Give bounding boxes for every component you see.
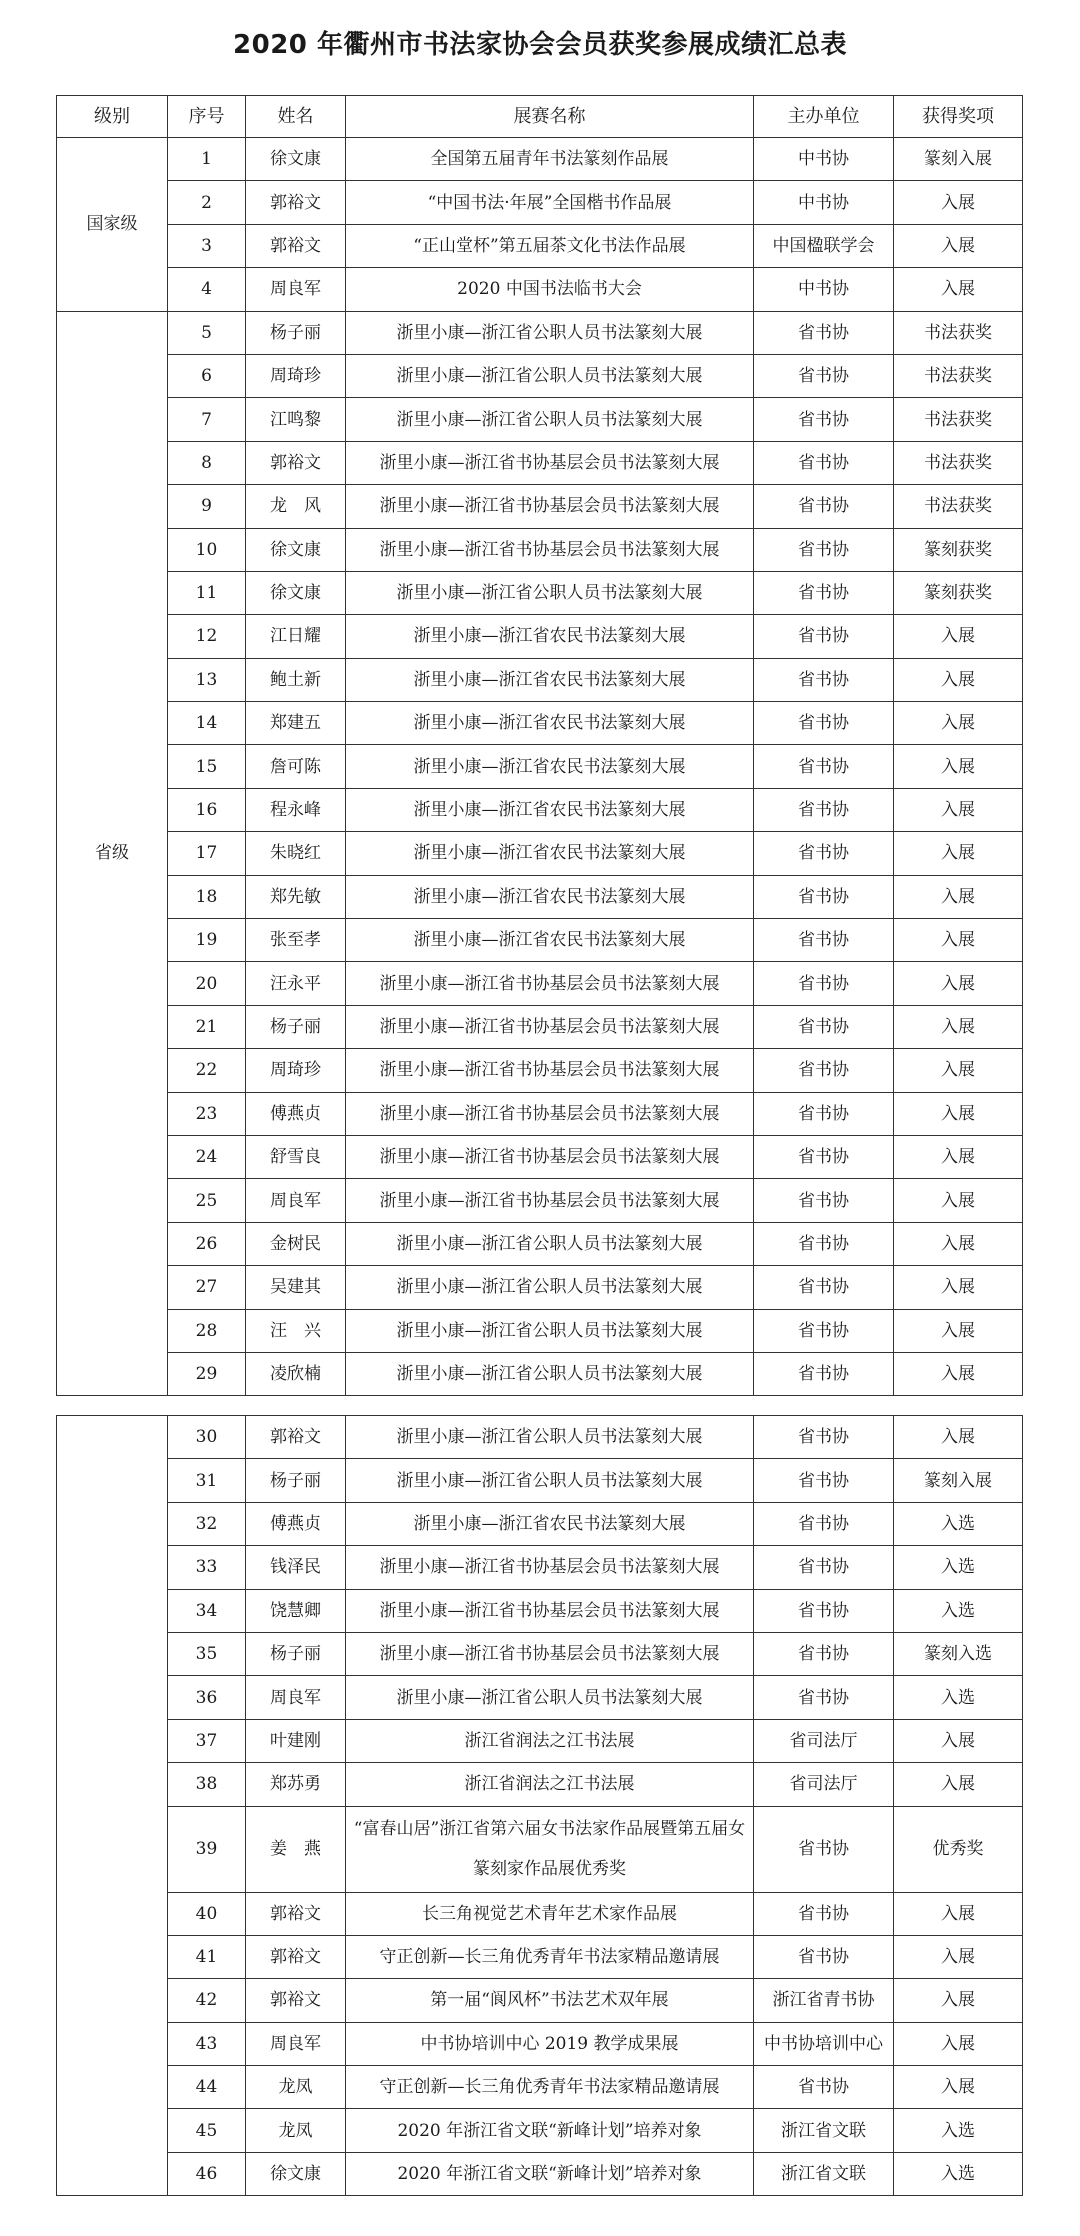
name-cell: 周良军 bbox=[246, 1179, 346, 1222]
award-cell: 篆刻入选 bbox=[894, 1632, 1023, 1675]
number-cell: 41 bbox=[168, 1935, 246, 1978]
name-cell: 吴建其 bbox=[246, 1266, 346, 1309]
name-cell: 周良军 bbox=[246, 2022, 346, 2065]
organizer-cell: 省书协 bbox=[754, 311, 894, 354]
number-cell: 8 bbox=[168, 441, 246, 484]
number-cell: 1 bbox=[168, 138, 246, 181]
event-cell: 浙里小康—浙江省书协基层会员书法篆刻大展 bbox=[346, 1005, 754, 1048]
number-cell: 25 bbox=[168, 1179, 246, 1222]
number-cell: 37 bbox=[168, 1719, 246, 1762]
event-cell: 浙里小康—浙江省公职人员书法篆刻大展 bbox=[346, 398, 754, 441]
award-cell: 入展 bbox=[894, 919, 1023, 962]
table-row bbox=[57, 658, 1023, 701]
organizer-cell: 浙江省青书协 bbox=[754, 1979, 894, 2022]
event-cell: 浙里小康—浙江省书协基层会员书法篆刻大展 bbox=[346, 962, 754, 1005]
award-cell: 书法获奖 bbox=[894, 398, 1023, 441]
organizer-cell: 省书协 bbox=[754, 1892, 894, 1935]
award-cell: 优秀奖 bbox=[894, 1806, 1023, 1892]
name-cell: 詹可陈 bbox=[246, 745, 346, 788]
table-row bbox=[57, 1979, 1023, 2022]
event-cell: 浙里小康—浙江省书协基层会员书法篆刻大展 bbox=[346, 1135, 754, 1178]
award-cell: 入展 bbox=[894, 1266, 1023, 1309]
organizer-cell: 省书协 bbox=[754, 1589, 894, 1632]
event-cell: 浙里小康—浙江省农民书法篆刻大展 bbox=[346, 615, 754, 658]
award-cell: 入展 bbox=[894, 1092, 1023, 1135]
number-cell: 43 bbox=[168, 2022, 246, 2065]
name-cell: 程永峰 bbox=[246, 788, 346, 831]
event-cell: 浙里小康—浙江省农民书法篆刻大展 bbox=[346, 875, 754, 918]
award-cell: 入展 bbox=[894, 1222, 1023, 1265]
organizer-cell: 省书协 bbox=[754, 1092, 894, 1135]
level-cell: 省级 bbox=[57, 311, 168, 1396]
number-cell: 45 bbox=[168, 2109, 246, 2152]
name-cell: 张至孝 bbox=[246, 919, 346, 962]
table-row bbox=[57, 441, 1023, 484]
name-cell: 郭裕文 bbox=[246, 1935, 346, 1978]
award-cell: 入展 bbox=[894, 2066, 1023, 2109]
award-cell: 入选 bbox=[894, 2152, 1023, 2195]
table-row bbox=[57, 1719, 1023, 1762]
organizer-cell: 省司法厅 bbox=[754, 1719, 894, 1762]
number-cell: 13 bbox=[168, 658, 246, 701]
table-row bbox=[57, 919, 1023, 962]
level-cell-empty bbox=[57, 1416, 168, 2196]
event-cell: 浙里小康—浙江省公职人员书法篆刻大展 bbox=[346, 311, 754, 354]
award-cell: 入展 bbox=[894, 224, 1023, 267]
table-row bbox=[57, 1589, 1023, 1632]
organizer-cell: 省书协 bbox=[754, 1806, 894, 1892]
event-cell: 浙里小康—浙江省公职人员书法篆刻大展 bbox=[346, 354, 754, 397]
name-cell: 周良军 bbox=[246, 1676, 346, 1719]
number-cell: 4 bbox=[168, 268, 246, 311]
award-cell: 入展 bbox=[894, 1719, 1023, 1762]
event-cell: 浙里小康—浙江省农民书法篆刻大展 bbox=[346, 658, 754, 701]
number-cell: 33 bbox=[168, 1546, 246, 1589]
organizer-cell: 省书协 bbox=[754, 354, 894, 397]
number-cell: 6 bbox=[168, 354, 246, 397]
name-cell: 徐文康 bbox=[246, 2152, 346, 2195]
table-body-part-2 bbox=[57, 1416, 1023, 2196]
award-cell: 书法获奖 bbox=[894, 485, 1023, 528]
name-cell: 杨子丽 bbox=[246, 1632, 346, 1675]
award-cell: 入展 bbox=[894, 1979, 1023, 2022]
organizer-cell: 省书协 bbox=[754, 1049, 894, 1092]
name-cell: 傅燕贞 bbox=[246, 1502, 346, 1545]
number-cell: 30 bbox=[168, 1416, 246, 1459]
number-cell: 26 bbox=[168, 1222, 246, 1265]
award-cell: 入展 bbox=[894, 875, 1023, 918]
event-cell: 浙里小康—浙江省书协基层会员书法篆刻大展 bbox=[346, 1589, 754, 1632]
number-cell: 15 bbox=[168, 745, 246, 788]
number-cell: 10 bbox=[168, 528, 246, 571]
table-row bbox=[57, 1806, 1023, 1892]
award-cell: 入选 bbox=[894, 1589, 1023, 1632]
results-table-part-2 bbox=[56, 1415, 1023, 2196]
table-row bbox=[57, 2022, 1023, 2065]
event-cell: 浙里小康—浙江省书协基层会员书法篆刻大展 bbox=[346, 528, 754, 571]
number-cell: 38 bbox=[168, 1763, 246, 1806]
number-cell: 22 bbox=[168, 1049, 246, 1092]
table-row bbox=[57, 875, 1023, 918]
name-cell: 傅燕贞 bbox=[246, 1092, 346, 1135]
organizer-cell: 省书协 bbox=[754, 485, 894, 528]
award-cell: 入展 bbox=[894, 1763, 1023, 1806]
event-cell: 2020 中国书法临书大会 bbox=[346, 268, 754, 311]
table-row bbox=[57, 1763, 1023, 1806]
table-row bbox=[57, 1676, 1023, 1719]
award-cell: 入展 bbox=[894, 1416, 1023, 1459]
event-cell: 浙里小康—浙江省书协基层会员书法篆刻大展 bbox=[346, 1546, 754, 1589]
table-row bbox=[57, 1416, 1023, 1459]
table-row bbox=[57, 2152, 1023, 2195]
header-event: 展赛名称 bbox=[346, 96, 754, 138]
organizer-cell: 省书协 bbox=[754, 658, 894, 701]
number-cell: 23 bbox=[168, 1092, 246, 1135]
table-row bbox=[57, 485, 1023, 528]
name-cell: 郭裕文 bbox=[246, 1892, 346, 1935]
name-cell: 周琦珍 bbox=[246, 354, 346, 397]
number-cell: 16 bbox=[168, 788, 246, 831]
organizer-cell: 省书协 bbox=[754, 441, 894, 484]
name-cell: 周琦珍 bbox=[246, 1049, 346, 1092]
organizer-cell: 省书协 bbox=[754, 788, 894, 831]
award-cell: 入展 bbox=[894, 1005, 1023, 1048]
level-cell: 国家级 bbox=[57, 138, 168, 312]
organizer-cell: 省书协 bbox=[754, 1135, 894, 1178]
award-cell: 书法获奖 bbox=[894, 354, 1023, 397]
organizer-cell: 省书协 bbox=[754, 1676, 894, 1719]
name-cell: 钱泽民 bbox=[246, 1546, 346, 1589]
award-cell: 入展 bbox=[894, 1309, 1023, 1352]
organizer-cell: 省书协 bbox=[754, 1935, 894, 1978]
award-cell: 入展 bbox=[894, 1935, 1023, 1978]
event-cell: 守正创新—长三角优秀青年书法家精品邀请展 bbox=[346, 1935, 754, 1978]
number-cell: 3 bbox=[168, 224, 246, 267]
page-title: 2020 年衢州市书法家协会会员获奖参展成绩汇总表 bbox=[233, 30, 847, 60]
event-cell: 浙江省润法之江书法展 bbox=[346, 1763, 754, 1806]
table-row bbox=[57, 1546, 1023, 1589]
number-cell: 14 bbox=[168, 702, 246, 745]
table-row bbox=[57, 1049, 1023, 1092]
number-cell: 31 bbox=[168, 1459, 246, 1502]
header-name: 姓名 bbox=[246, 96, 346, 138]
table-row bbox=[57, 702, 1023, 745]
event-cell: 浙里小康—浙江省书协基层会员书法篆刻大展 bbox=[346, 485, 754, 528]
organizer-cell: 省书协 bbox=[754, 875, 894, 918]
event-cell: 浙里小康—浙江省书协基层会员书法篆刻大展 bbox=[346, 1092, 754, 1135]
table-row bbox=[57, 788, 1023, 831]
header-award: 获得奖项 bbox=[894, 96, 1023, 138]
organizer-cell: 省书协 bbox=[754, 1632, 894, 1675]
number-cell: 12 bbox=[168, 615, 246, 658]
organizer-cell: 省书协 bbox=[754, 962, 894, 1005]
table-row bbox=[57, 1935, 1023, 1978]
table-row bbox=[57, 224, 1023, 267]
name-cell: 饶慧卿 bbox=[246, 1589, 346, 1632]
table-row bbox=[57, 2109, 1023, 2152]
award-cell: 入展 bbox=[894, 615, 1023, 658]
name-cell: 郑先敏 bbox=[246, 875, 346, 918]
number-cell: 11 bbox=[168, 571, 246, 614]
award-cell: 篆刻获奖 bbox=[894, 528, 1023, 571]
number-cell: 40 bbox=[168, 1892, 246, 1935]
event-cell: 浙里小康—浙江省书协基层会员书法篆刻大展 bbox=[346, 1049, 754, 1092]
event-cell: 浙里小康—浙江省公职人员书法篆刻大展 bbox=[346, 1416, 754, 1459]
header-number: 序号 bbox=[168, 96, 246, 138]
name-cell: 龙凤 bbox=[246, 2109, 346, 2152]
name-cell: 汪 兴 bbox=[246, 1309, 346, 1352]
award-cell: 入展 bbox=[894, 1892, 1023, 1935]
event-cell: 浙里小康—浙江省公职人员书法篆刻大展 bbox=[346, 1676, 754, 1719]
table-row bbox=[57, 398, 1023, 441]
event-cell: “正山堂杯”第五届茶文化书法作品展 bbox=[346, 224, 754, 267]
event-cell: 浙里小康—浙江省公职人员书法篆刻大展 bbox=[346, 571, 754, 614]
award-cell: 入展 bbox=[894, 658, 1023, 701]
organizer-cell: 省书协 bbox=[754, 1546, 894, 1589]
name-cell: 汪永平 bbox=[246, 962, 346, 1005]
event-cell: 浙里小康—浙江省公职人员书法篆刻大展 bbox=[346, 1309, 754, 1352]
name-cell: 郭裕文 bbox=[246, 441, 346, 484]
award-cell: 入选 bbox=[894, 1676, 1023, 1719]
name-cell: 江鸣黎 bbox=[246, 398, 346, 441]
event-cell: 浙里小康—浙江省农民书法篆刻大展 bbox=[346, 702, 754, 745]
award-cell: 入展 bbox=[894, 962, 1023, 1005]
award-cell: 入展 bbox=[894, 702, 1023, 745]
organizer-cell: 省书协 bbox=[754, 1266, 894, 1309]
number-cell: 27 bbox=[168, 1266, 246, 1309]
award-cell: 入选 bbox=[894, 2109, 1023, 2152]
number-cell: 17 bbox=[168, 832, 246, 875]
award-cell: 入展 bbox=[894, 1135, 1023, 1178]
organizer-cell: 中书协 bbox=[754, 181, 894, 224]
organizer-cell: 省书协 bbox=[754, 398, 894, 441]
organizer-cell: 浙江省文联 bbox=[754, 2152, 894, 2195]
table-row bbox=[57, 615, 1023, 658]
organizer-cell: 省书协 bbox=[754, 1309, 894, 1352]
event-cell: 浙里小康—浙江省农民书法篆刻大展 bbox=[346, 745, 754, 788]
event-cell: “中国书法·年展”全国楷书作品展 bbox=[346, 181, 754, 224]
number-cell: 28 bbox=[168, 1309, 246, 1352]
number-cell: 42 bbox=[168, 1979, 246, 2022]
event-cell: 浙里小康—浙江省公职人员书法篆刻大展 bbox=[346, 1222, 754, 1265]
organizer-cell: 省书协 bbox=[754, 2066, 894, 2109]
table-row bbox=[57, 1502, 1023, 1545]
table-row bbox=[57, 1459, 1023, 1502]
event-cell: 浙里小康—浙江省书协基层会员书法篆刻大展 bbox=[346, 1179, 754, 1222]
table-row bbox=[57, 311, 1023, 354]
name-cell: 金树民 bbox=[246, 1222, 346, 1265]
award-cell: 篆刻获奖 bbox=[894, 571, 1023, 614]
table-row bbox=[57, 1892, 1023, 1935]
organizer-cell: 浙江省文联 bbox=[754, 2109, 894, 2152]
table-body-part-1 bbox=[57, 138, 1023, 1396]
organizer-cell: 省书协 bbox=[754, 615, 894, 658]
number-cell: 36 bbox=[168, 1676, 246, 1719]
table-row bbox=[57, 2066, 1023, 2109]
award-cell: 入展 bbox=[894, 1049, 1023, 1092]
event-cell: 长三角视觉艺术青年艺术家作品展 bbox=[346, 1892, 754, 1935]
organizer-cell: 省书协 bbox=[754, 745, 894, 788]
table-row bbox=[57, 1179, 1023, 1222]
organizer-cell: 省书协 bbox=[754, 571, 894, 614]
name-cell: 龙 风 bbox=[246, 485, 346, 528]
name-cell: 徐文康 bbox=[246, 571, 346, 614]
table-row bbox=[57, 181, 1023, 224]
number-cell: 7 bbox=[168, 398, 246, 441]
number-cell: 20 bbox=[168, 962, 246, 1005]
award-cell: 入展 bbox=[894, 2022, 1023, 2065]
event-cell: 浙里小康—浙江省书协基层会员书法篆刻大展 bbox=[346, 1632, 754, 1675]
event-cell: “富春山居”浙江省第六届女书法家作品展暨第五届女篆刻家作品展优秀奖 bbox=[346, 1806, 754, 1892]
organizer-cell: 中书协 bbox=[754, 138, 894, 181]
name-cell: 叶建刚 bbox=[246, 1719, 346, 1762]
name-cell: 姜 燕 bbox=[246, 1806, 346, 1892]
event-cell: 浙里小康—浙江省公职人员书法篆刻大展 bbox=[346, 1459, 754, 1502]
organizer-cell: 省书协 bbox=[754, 1459, 894, 1502]
name-cell: 郑建五 bbox=[246, 702, 346, 745]
number-cell: 24 bbox=[168, 1135, 246, 1178]
award-cell: 入展 bbox=[894, 832, 1023, 875]
event-cell: 中书协培训中心 2019 教学成果展 bbox=[346, 2022, 754, 2065]
event-cell: 浙里小康—浙江省农民书法篆刻大展 bbox=[346, 832, 754, 875]
table-row bbox=[57, 1352, 1023, 1395]
table-row bbox=[57, 1632, 1023, 1675]
number-cell: 32 bbox=[168, 1502, 246, 1545]
name-cell: 郭裕文 bbox=[246, 1416, 346, 1459]
name-cell: 周良军 bbox=[246, 268, 346, 311]
organizer-cell: 省书协 bbox=[754, 1502, 894, 1545]
name-cell: 杨子丽 bbox=[246, 1005, 346, 1048]
name-cell: 郭裕文 bbox=[246, 224, 346, 267]
header-level: 级别 bbox=[57, 96, 168, 138]
award-cell: 篆刻入展 bbox=[894, 138, 1023, 181]
number-cell: 2 bbox=[168, 181, 246, 224]
award-cell: 入展 bbox=[894, 1179, 1023, 1222]
award-cell: 书法获奖 bbox=[894, 311, 1023, 354]
number-cell: 34 bbox=[168, 1589, 246, 1632]
award-cell: 入展 bbox=[894, 181, 1023, 224]
organizer-cell: 中国楹联学会 bbox=[754, 224, 894, 267]
event-cell: 第一届“阆风杯”书法艺术双年展 bbox=[346, 1979, 754, 2022]
results-table-part-1 bbox=[56, 95, 1023, 1396]
name-cell: 舒雪良 bbox=[246, 1135, 346, 1178]
table-row bbox=[57, 832, 1023, 875]
name-cell: 龙凤 bbox=[246, 2066, 346, 2109]
award-cell: 入选 bbox=[894, 1502, 1023, 1545]
event-cell: 全国第五届青年书法篆刻作品展 bbox=[346, 138, 754, 181]
name-cell: 杨子丽 bbox=[246, 311, 346, 354]
award-cell: 入选 bbox=[894, 1546, 1023, 1589]
award-cell: 篆刻入展 bbox=[894, 1459, 1023, 1502]
event-cell: 守正创新—长三角优秀青年书法家精品邀请展 bbox=[346, 2066, 754, 2109]
organizer-cell: 省书协 bbox=[754, 919, 894, 962]
name-cell: 朱晓红 bbox=[246, 832, 346, 875]
event-cell: 2020 年浙江省文联“新峰计划”培养对象 bbox=[346, 2152, 754, 2195]
organizer-cell: 省书协 bbox=[754, 1179, 894, 1222]
organizer-cell: 省书协 bbox=[754, 1005, 894, 1048]
number-cell: 19 bbox=[168, 919, 246, 962]
table-row bbox=[57, 571, 1023, 614]
table-row bbox=[57, 268, 1023, 311]
event-cell: 浙里小康—浙江省农民书法篆刻大展 bbox=[346, 788, 754, 831]
number-cell: 9 bbox=[168, 485, 246, 528]
number-cell: 35 bbox=[168, 1632, 246, 1675]
organizer-cell: 省书协 bbox=[754, 528, 894, 571]
number-cell: 18 bbox=[168, 875, 246, 918]
award-cell: 入展 bbox=[894, 1352, 1023, 1395]
award-cell: 入展 bbox=[894, 788, 1023, 831]
table-row bbox=[57, 745, 1023, 788]
organizer-cell: 省书协 bbox=[754, 1352, 894, 1395]
organizer-cell: 省司法厅 bbox=[754, 1763, 894, 1806]
header-organizer: 主办单位 bbox=[754, 96, 894, 138]
number-cell: 44 bbox=[168, 2066, 246, 2109]
event-cell: 浙里小康—浙江省公职人员书法篆刻大展 bbox=[346, 1352, 754, 1395]
name-cell: 郭裕文 bbox=[246, 1979, 346, 2022]
name-cell: 徐文康 bbox=[246, 138, 346, 181]
organizer-cell: 省书协 bbox=[754, 1416, 894, 1459]
table-row bbox=[57, 528, 1023, 571]
name-cell: 徐文康 bbox=[246, 528, 346, 571]
number-cell: 21 bbox=[168, 1005, 246, 1048]
table-row bbox=[57, 1309, 1023, 1352]
table-row bbox=[57, 1222, 1023, 1265]
table-header-row bbox=[57, 96, 1023, 138]
event-cell: 浙江省润法之江书法展 bbox=[346, 1719, 754, 1762]
award-cell: 书法获奖 bbox=[894, 441, 1023, 484]
table-row bbox=[57, 1266, 1023, 1309]
table-row bbox=[57, 962, 1023, 1005]
event-cell: 浙里小康—浙江省书协基层会员书法篆刻大展 bbox=[346, 441, 754, 484]
table-row bbox=[57, 354, 1023, 397]
name-cell: 杨子丽 bbox=[246, 1459, 346, 1502]
name-cell: 郑苏勇 bbox=[246, 1763, 346, 1806]
organizer-cell: 省书协 bbox=[754, 702, 894, 745]
name-cell: 鲍土新 bbox=[246, 658, 346, 701]
number-cell: 39 bbox=[168, 1806, 246, 1892]
number-cell: 5 bbox=[168, 311, 246, 354]
table-row bbox=[57, 1092, 1023, 1135]
table-row bbox=[57, 138, 1023, 181]
table-row bbox=[57, 1135, 1023, 1178]
table-row bbox=[57, 1005, 1023, 1048]
event-cell: 浙里小康—浙江省公职人员书法篆刻大展 bbox=[346, 1266, 754, 1309]
organizer-cell: 中书协培训中心 bbox=[754, 2022, 894, 2065]
event-cell: 2020 年浙江省文联“新峰计划”培养对象 bbox=[346, 2109, 754, 2152]
name-cell: 郭裕文 bbox=[246, 181, 346, 224]
organizer-cell: 省书协 bbox=[754, 1222, 894, 1265]
event-cell: 浙里小康—浙江省农民书法篆刻大展 bbox=[346, 919, 754, 962]
award-cell: 入展 bbox=[894, 745, 1023, 788]
number-cell: 46 bbox=[168, 2152, 246, 2195]
event-cell: 浙里小康—浙江省农民书法篆刻大展 bbox=[346, 1502, 754, 1545]
name-cell: 江日耀 bbox=[246, 615, 346, 658]
number-cell: 29 bbox=[168, 1352, 246, 1395]
organizer-cell: 中书协 bbox=[754, 268, 894, 311]
organizer-cell: 省书协 bbox=[754, 832, 894, 875]
award-cell: 入展 bbox=[894, 268, 1023, 311]
name-cell: 凌欣楠 bbox=[246, 1352, 346, 1395]
